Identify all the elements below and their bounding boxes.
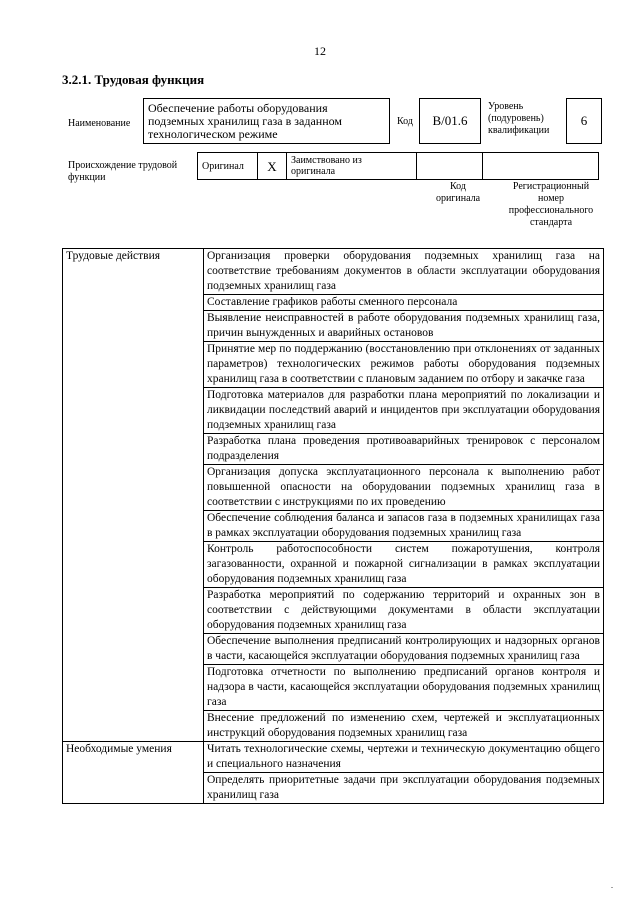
- labor-action-item: Разработка плана проведения противоаварийных тренировок с персоналом подразделения: [204, 434, 604, 465]
- skill-item: Читать технологические схемы, чертежи и техническую документацию общего и специального назначения: [204, 742, 604, 773]
- labor-action-item: Разработка мероприятий по содержанию территорий и охранных зон в соответствии с действующими документами в области эксплуатации оборудования подземных хранилищ газа: [204, 588, 604, 634]
- registration-number-caption: Регистрационный номер профессионального стандарта: [508, 181, 594, 228]
- labor-action-item: Принятие мер по поддержанию (восстановлению при отклонениях от заданных параметров) технологических режимов работы оборудования подземных хранилищ газа в соответствии с плановым заданием по отбору и закачке газа: [204, 342, 604, 388]
- labor-function-table: [62, 248, 604, 804]
- labor-action-item: Обеспечение выполнения предписаний контролирующих и надзорных органов в части, касающейся эксплуатации оборудования подземных хранилищ газа: [204, 634, 604, 665]
- origin-label: Происхождение трудовой функции: [68, 160, 178, 183]
- section-heading: 3.2.1. Трудовая функция: [62, 72, 205, 87]
- labor-action-item: Организация допуска эксплуатационного персонала к выполнению работ повышенной опасности на оборудовании подземных хранилищ газа в соответствии с инструкциями по их проведению: [204, 465, 604, 511]
- table-row: [63, 742, 604, 773]
- borrowed-label: Заимствовано из оригинала: [287, 153, 417, 180]
- table-row: [63, 249, 604, 295]
- skill-item: Определять приоритетные задачи при эксплуатации оборудования подземных хранилищ газа: [204, 773, 604, 804]
- original-code-caption: Код оригинала: [435, 181, 481, 204]
- code-label: Код: [397, 116, 413, 127]
- labor-action-item: Выявление неисправностей в работе оборудования подземных хранилищ газа, причин вынужденных и аварийных остановов: [204, 311, 604, 342]
- original-label: Оригинал: [198, 153, 258, 180]
- labor-action-item: Подготовка материалов для разработки плана мероприятий по локализации и ликвидации последствий аварий и инцидентов при эксплуатации оборудования подземных хранилищ газа: [204, 388, 604, 434]
- labor-action-item: Подготовка отчетности по выполнению предписаний органов контроля и надзора в части, касающейся эксплуатации оборудования подземных хранилищ газа: [204, 665, 604, 711]
- labor-action-item: Составление графиков работы сменного персонала: [204, 295, 604, 311]
- function-name: Обеспечение работы оборудования подземных хранилищ газа в заданном технологическом режиме: [143, 98, 390, 144]
- qualification-level: 6: [566, 98, 602, 144]
- labor-action-item: Организация проверки оборудования подземных хранилищ газа на соответствие требованиям документов в области эксплуатации оборудования подземных хранилищ газа: [204, 249, 604, 295]
- labor-actions-label: Трудовые действия: [63, 249, 204, 742]
- original-mark: X: [258, 153, 287, 180]
- page-number: 12: [314, 44, 326, 58]
- corner-mark: .: [611, 881, 613, 890]
- labor-action-item: Контроль работоспособности систем пожаротушения, контроля загазованности, охранной и пожарной сигнализации в рамках эксплуатации оборудования подземных хранилищ газа: [204, 542, 604, 588]
- registration-number-cell: [483, 153, 599, 180]
- name-label: Наименование: [68, 118, 131, 129]
- skills-label: Необходимые умения: [63, 742, 204, 804]
- labor-action-item: Обеспечение соблюдения баланса и запасов газа в подземных хранилищах газа в рамках эксплуатации оборудования подземных хранилищ газа: [204, 511, 604, 542]
- labor-action-item: Внесение предложений по изменению схем, чертежей и эксплуатационных инструкций оборудования подземных хранилищ газа: [204, 711, 604, 742]
- origin-table: [197, 152, 599, 180]
- function-code: B/01.6: [419, 98, 481, 144]
- original-code-cell: [417, 153, 483, 180]
- level-label: Уровень (подуровень) квалификации: [488, 101, 550, 136]
